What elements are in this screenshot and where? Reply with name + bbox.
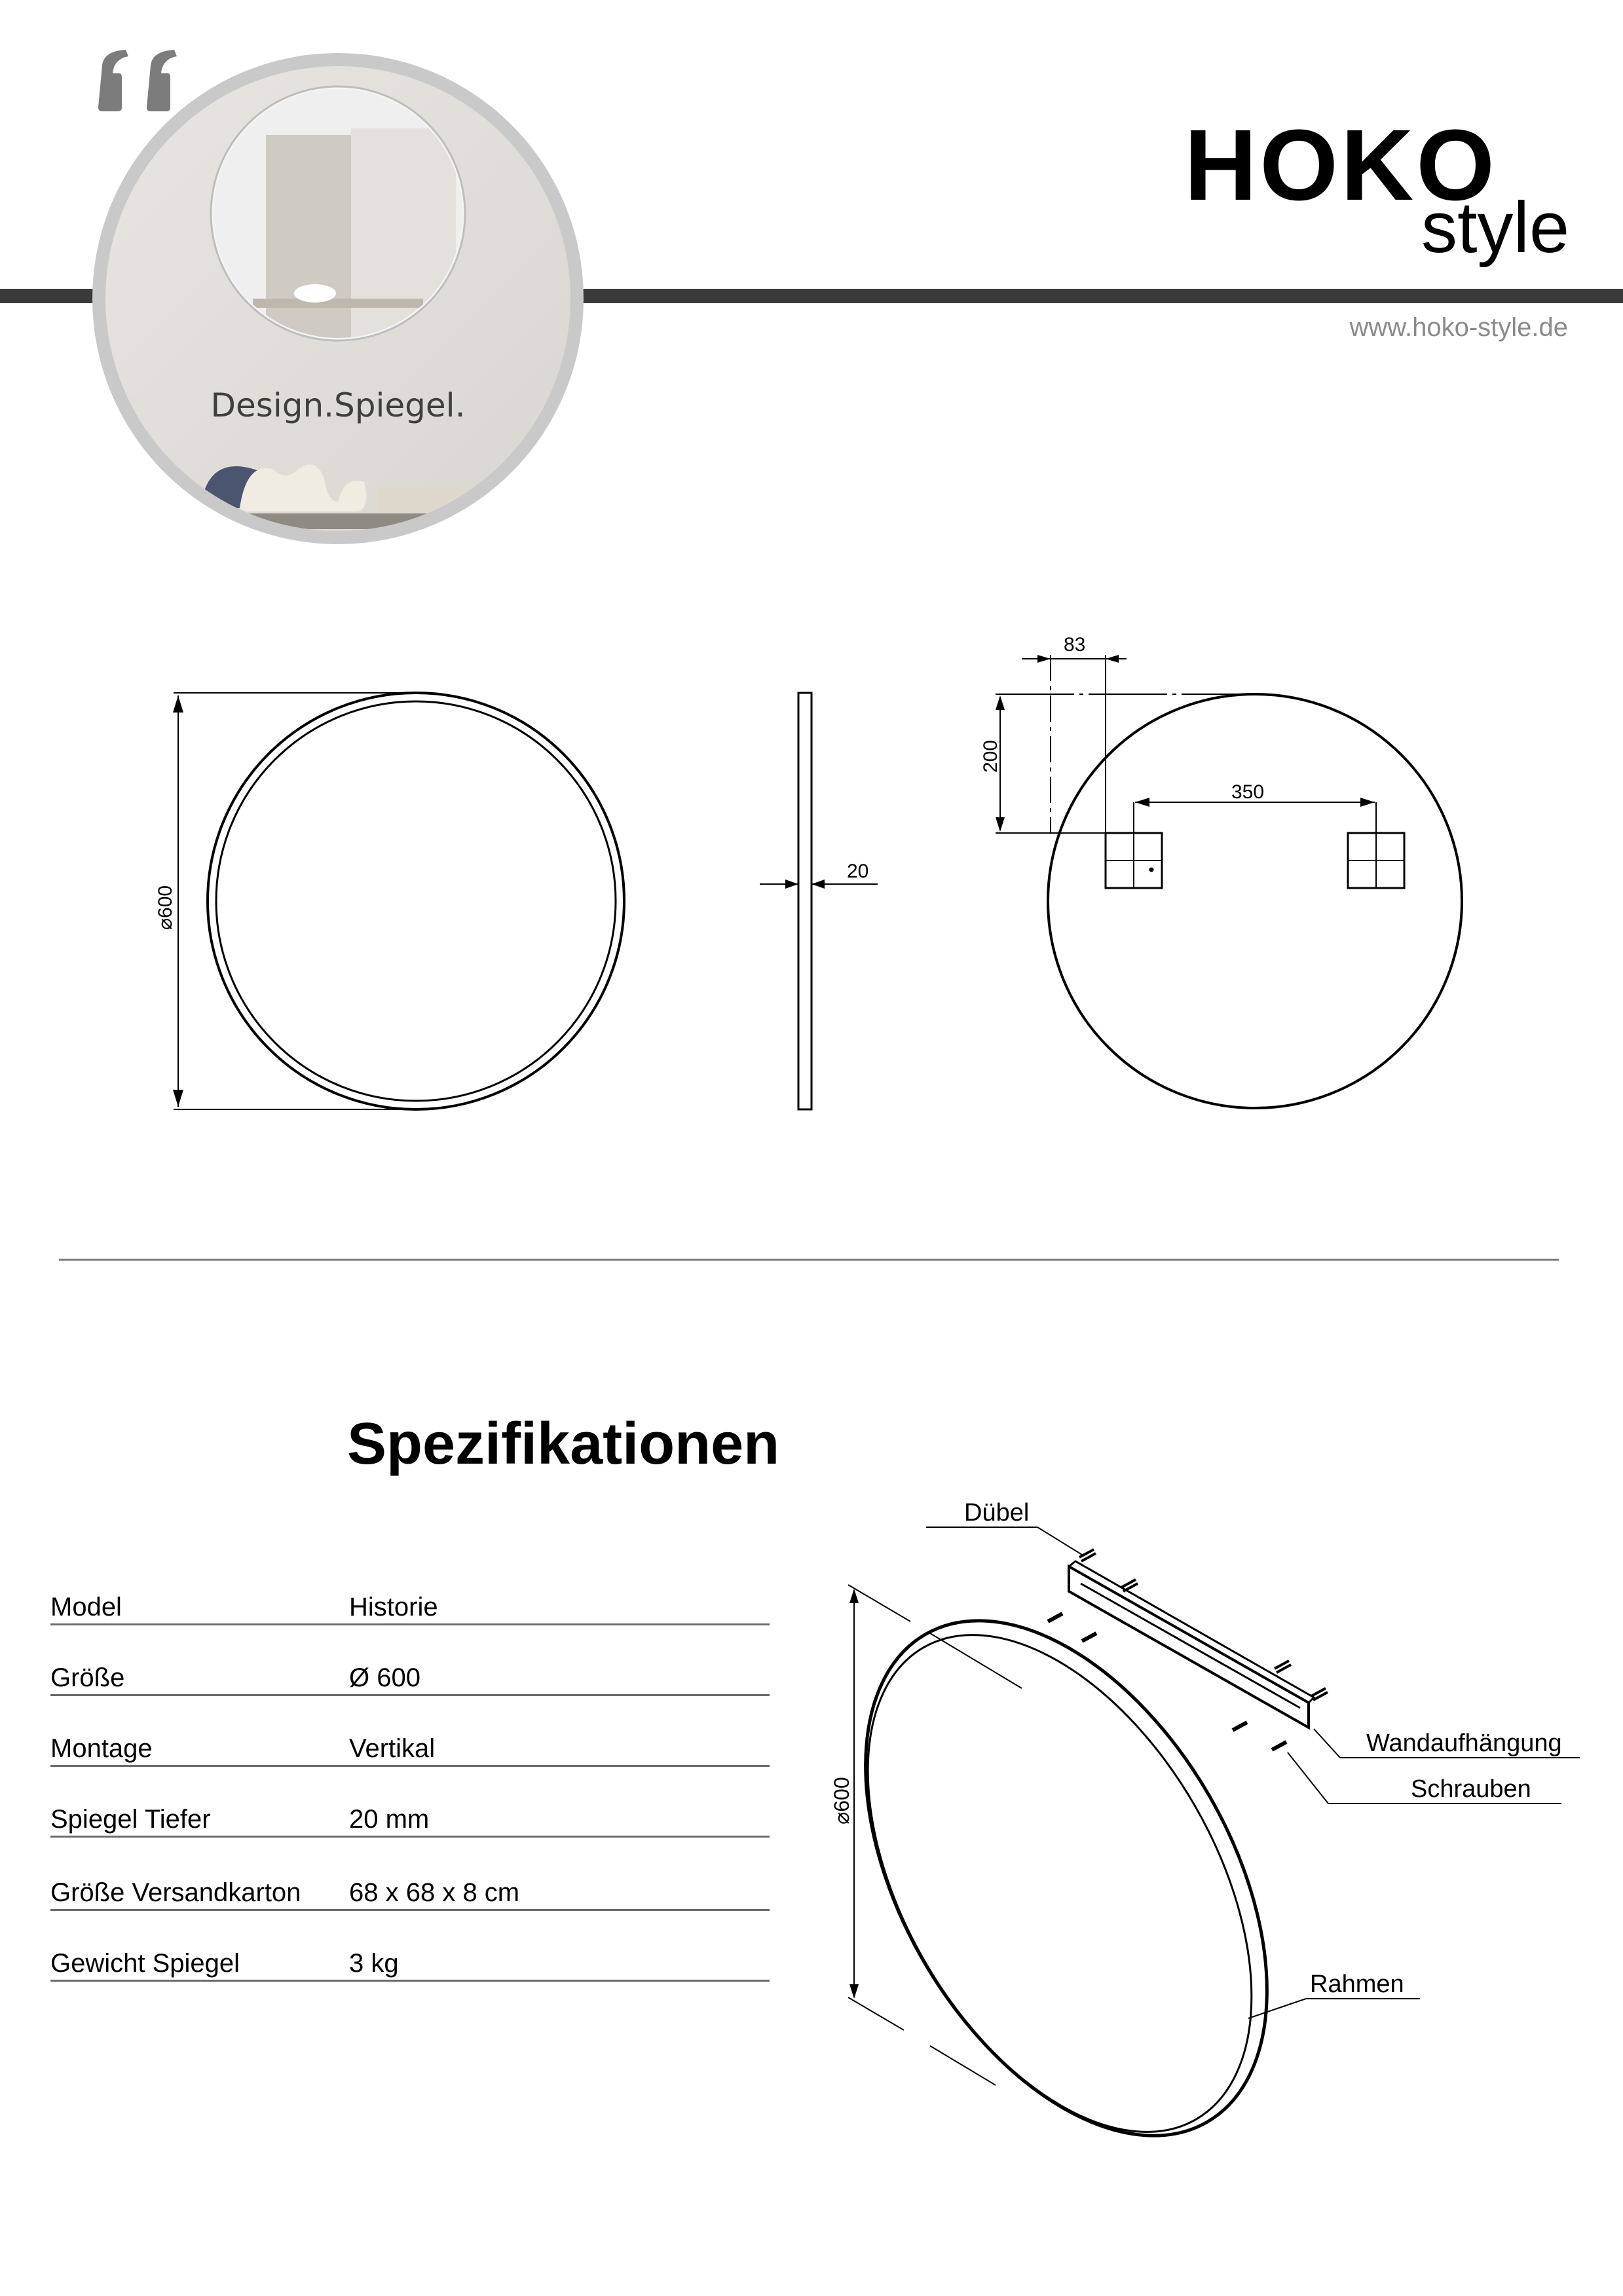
spec-label: Model: [50, 1593, 122, 1621]
website-url[interactable]: www.hoko-style.de: [1349, 313, 1568, 342]
logo-sub: style: [1421, 187, 1570, 268]
header-bar-right: [576, 289, 1623, 303]
front-view: [173, 693, 624, 1109]
spec-title: Spezifikationen: [347, 1411, 780, 1477]
dowel-label: Dübel: [964, 1499, 1030, 1527]
spec-label: Größe: [50, 1663, 125, 1692]
spec-row-mounting: [50, 1696, 770, 1767]
section-divider: [59, 1259, 1559, 1261]
hook-offset-label: 83: [1064, 634, 1086, 656]
spec-row-model: [50, 1555, 770, 1625]
spec-label: Montage: [50, 1734, 153, 1763]
spec-value: Vertikal: [349, 1734, 436, 1763]
spec-label: Gewicht Spiegel: [50, 1949, 240, 1978]
side-view: [760, 693, 878, 1109]
frame-label: Rahmen: [1310, 1971, 1404, 1998]
spec-value: 20 mm: [349, 1805, 430, 1834]
spec-value: Historie: [349, 1593, 438, 1621]
spec-value: 3 kg: [349, 1949, 399, 1978]
assembly-drawing: [806, 1467, 1623, 2187]
spec-row-weight: [50, 1911, 770, 1982]
spec-value: 68 x 68 x 8 cm: [349, 1878, 520, 1907]
depth-label: 20: [847, 861, 869, 882]
spec-row-depth: [50, 1767, 770, 1838]
wall-mount-label: Wandaufhängung: [1366, 1730, 1562, 1757]
hook-top-label: 200: [980, 739, 1001, 773]
spec-label: Größe Versandkarton: [50, 1878, 301, 1907]
spec-value: Ø 600: [349, 1663, 420, 1692]
logo-main: HOKO: [1184, 109, 1497, 221]
technical-drawings: [0, 589, 1623, 1166]
front-diameter-label: ⌀600: [155, 885, 176, 930]
screws-label: Schrauben: [1411, 1775, 1531, 1803]
back-view: [996, 655, 1462, 1108]
assembly-diameter-label: ⌀600: [830, 1777, 853, 1824]
hero-caption: Design.Spiegel.: [210, 386, 466, 424]
hook-spacing-label: 350: [1231, 781, 1265, 803]
spec-label: Spiegel Tiefer: [50, 1805, 211, 1834]
spec-row-shipping-box: [50, 1840, 770, 1911]
spec-row-size: [50, 1625, 770, 1696]
quote-icon: [98, 50, 177, 111]
hero-image: [89, 50, 587, 547]
